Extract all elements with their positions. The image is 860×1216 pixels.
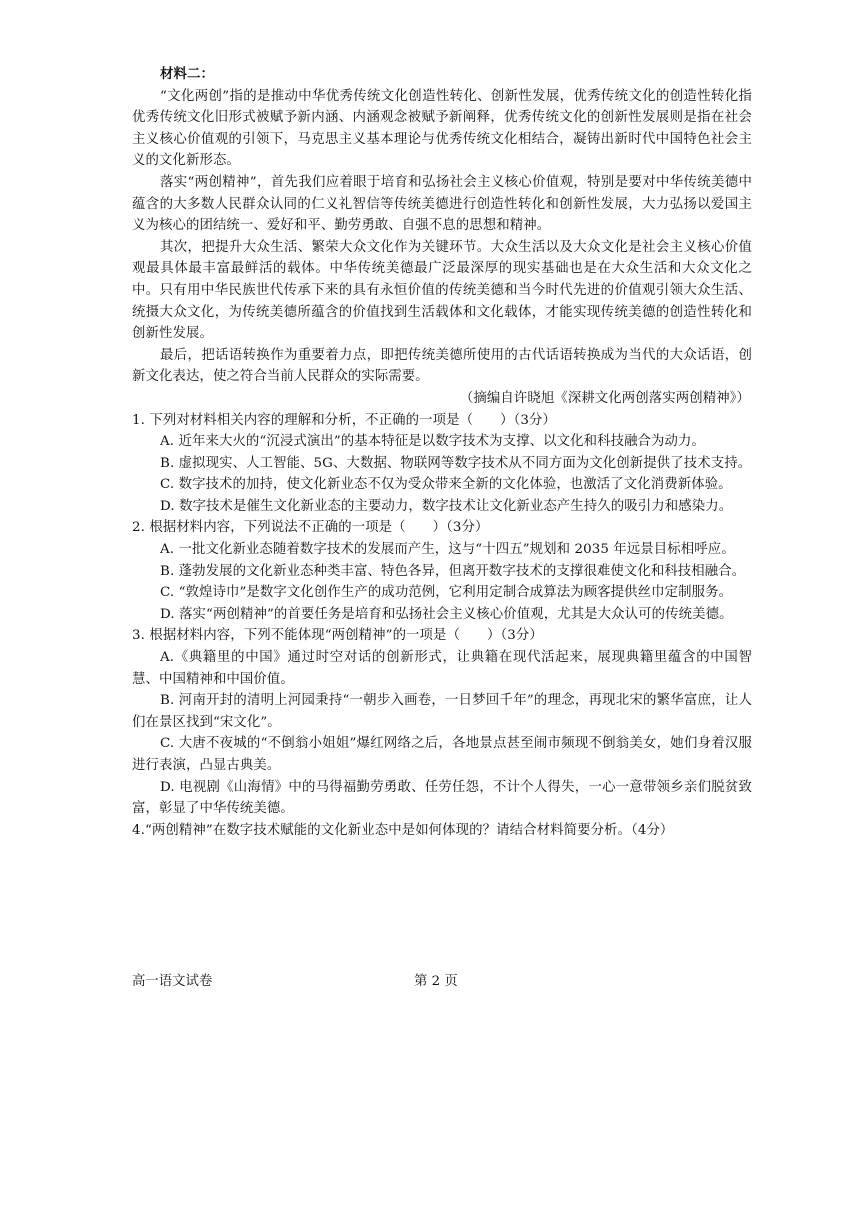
material-source: （摘编自许晓旭《深耕文化两创落实两创精神》） (459, 390, 750, 406)
question-option: A.《典籍里的中国》通过时空对话的创新形式，让典籍在现代活起来，展现典籍里蕴含的中国智慧、中国精神和中国价值。 (132, 650, 752, 687)
question-option: D. 数字技术是催生文化新业态的主要动力，数字技术让文化新业态产生持久的吸引力和感染力。 (160, 498, 733, 514)
question-stem: 2. 根据材料内容，下列说法不正确的一项是（ ）（3分） (132, 520, 489, 536)
material-paragraph: 落实“两创精神”，首先我们应着眼于培育和弘扬社会主义核心价值观，特别是要对中华传统美德中蕴含的大多数人民群众认同的仁义礼智信等传统美德进行创造性转化和创新性发展，大力弘扬以爱国主义为核心的团结统一、爱好和平、勤劳勇敢、自强不息的思想和精神。 (132, 174, 752, 234)
question-stem: 1. 下列对材料相关内容的理解和分析，不正确的一项是（ ）（3分） (132, 412, 556, 428)
material-paragraph: 最后，把话语转换作为重要着力点，即把传统美德所使用的古代话语转换成为当代的大众话语，创新文化表达，使之符合当前人民群众的实际需要。 (132, 347, 752, 385)
question-option: C. 数字技术的加持，使文化新业态不仅为受众带来全新的文化体验，也激活了文化消费新体验。 (160, 477, 732, 493)
material-paragraph: 其次，把提升大众生活、繁荣大众文化作为关键环节。大众生活以及大众文化是社会主义核心价值观最具体最丰富最鲜活的载体。中华传统美德最广泛最深厚的现实基础也是在大众生活和大众文化之中。只有用中华民族世代传承下来的具有永恒价值的传统美德和当今时代先进的价值观引领大众生活、统摄大众文化，为传统美德所蕴含的价值找到生活载体和文化载体，才能实现传统美德的创造性转化和创新性发展。 (132, 239, 752, 342)
question-option: B. 虚拟现实、人工智能、5G、大数据、物联网等数字技术从不同方面为文化创新提供了技术支持。 (160, 455, 752, 471)
material-heading: 材料二： (160, 66, 214, 82)
question-stem: 4.“两创精神”在数字技术赋能的文化新业态中是如何体现的？请结合材料简要分析。（4分） (132, 822, 674, 838)
question-stem: 3. 根据材料内容，下列不能体现“两创精神”的一项是（ ）（3分） (132, 628, 543, 644)
page-number: 第 2 页 (414, 974, 458, 989)
page-content (132, 64, 752, 841)
question-option: A. 近年来大火的“沉浸式演出”的基本特征是以数字技术为支撑、以文化和科技融合为动力。 (160, 434, 706, 450)
material-paragraph: “文化两创”指的是推动中华优秀传统文化创造性转化、创新性发展，优秀传统文化的创造性转化指优秀传统文化旧形式被赋予新内涵、内涵观念被赋予新阐释，优秀传统文化的创新性发展则是指在社会主义核心价值观的引领下，马克思主义基本理论与优秀传统文化相结合，凝铸出新时代中国特色社会主义的文化新形态。 (132, 88, 752, 169)
question-option: D. 落实“两创精神”的首要任务是培育和弘扬社会主义核心价值观，尤其是大众认可的传统美德。 (160, 606, 733, 622)
question-option: A. 一批文化新业态随着数字技术的发展而产生，这与“十四五”规划和 2035 年远景目标相呼应。 (160, 542, 735, 558)
question-option: B. 河南开封的清明上河园秉持“一朝步入画卷，一日梦回千年”的理念，再现北宋的繁华富庶，让人们在景区找到“宋文化”。 (132, 693, 752, 730)
question-option: C. “敦煌诗巾”是数字文化创作生产的成功范例，它利用定制合成算法为顾客提供丝巾定制服务。 (160, 585, 733, 601)
question-option: D. 电视剧《山海情》中的马得福勤劳勇敢、任劳任怨，不计个人得失，一心一意带领乡亲们脱贫致富，彰显了中华传统美德。 (132, 779, 752, 817)
exam-name: 高一语文试卷 (132, 974, 213, 989)
question-option: C. 大唐不夜城的“不倒翁小姐姐”爆红网络之后，各地景点甚至闹市频现不倒翁美女，她们身着汉服进行表演，凸显古典美。 (132, 736, 752, 773)
question-option: B. 蓬勃发展的文化新业态种类丰富、特色各异，但离开数字技术的支撑很难使文化和科技相融合。 (160, 563, 746, 579)
